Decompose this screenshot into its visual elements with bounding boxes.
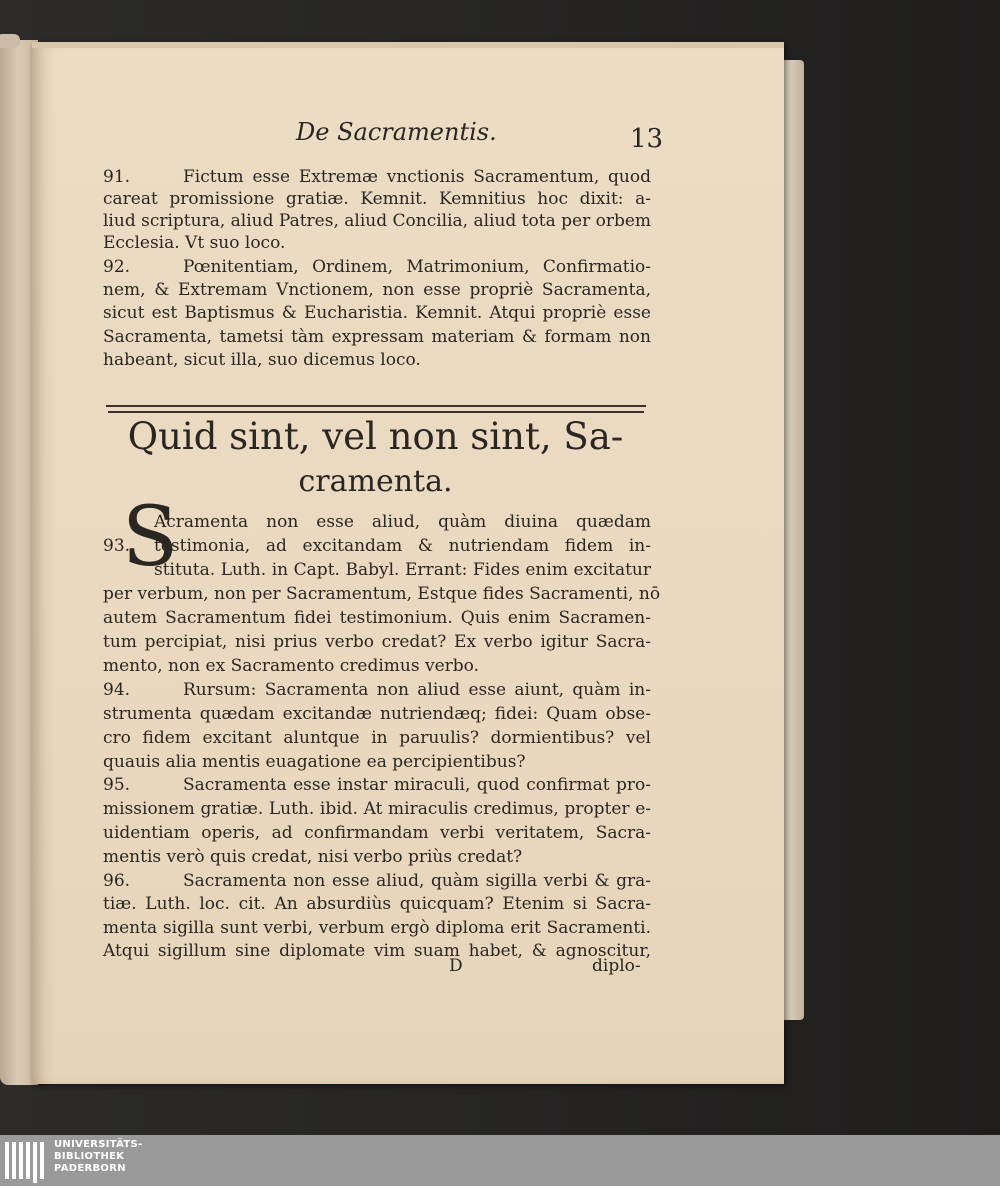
section-title-line-2: cramenta. bbox=[298, 464, 453, 499]
paragraph-number: 92. bbox=[103, 257, 131, 277]
text-line: stituta. Luth. in Capt. Babyl. Errant: Fides enim excitatur bbox=[154, 560, 651, 580]
text-line: nem, & Extremam Vnctionem, non esse propriè Sacramenta, bbox=[103, 280, 651, 300]
section-title-line-1: Quid sint, vel non sint, Sa- bbox=[127, 415, 624, 458]
text-line: Acramenta non esse aliud, quàm diuina quædam bbox=[154, 512, 651, 532]
text-line: strumenta quædam excitandæ nutriendæq; fidei: Quam obse- bbox=[103, 704, 651, 724]
paragraph-number: 93. bbox=[103, 536, 131, 556]
text-line: careat promissione gratiæ. Kemnit. Kemnitius hoc dixit: a- bbox=[103, 189, 651, 209]
text-line: cro fidem excitant aluntque in paruulis? dormientibus? vel bbox=[103, 728, 651, 748]
text-line: Sacramenta non esse aliud, quàm sigilla verbi & gra- bbox=[183, 871, 651, 891]
text-line: Pœnitentiam, Ordinem, Matrimonium, Confirmatio- bbox=[183, 257, 651, 277]
paragraph-number: 95. bbox=[103, 775, 131, 795]
logo-line-2: BIBLIOTHEK bbox=[54, 1151, 125, 1162]
text-line: Fictum esse Extremæ vnctionis Sacramentum, quod bbox=[183, 167, 651, 187]
text-line: Ecclesia. Vt suo loco. bbox=[103, 233, 286, 253]
section-rule-thin bbox=[106, 405, 646, 407]
text-line: habeant, sicut illa, suo dicemus loco. bbox=[103, 350, 421, 370]
text-line: menta sigilla sunt verbi, verbum ergò diploma erit Sacramenti. bbox=[103, 918, 651, 938]
text-line: Rursum: Sacramenta non aliud esse aiunt, quàm in- bbox=[183, 680, 651, 700]
text-line: Sacramenta, tametsi tàm expressam materiam & formam non bbox=[103, 327, 651, 347]
text-line: tum percipiat, nisi prius verbo credat? Ex verbo igitur Sacra- bbox=[103, 632, 651, 652]
library-logo-text bbox=[54, 1139, 143, 1175]
text-line: sicut est Baptismus & Eucharistia. Kemnit. Atqui propriè esse bbox=[103, 303, 651, 323]
drop-cap: S bbox=[122, 490, 179, 585]
text-line: Atqui sigillum sine diplomate vim suam habet, & agnoscitur, bbox=[103, 941, 651, 961]
paragraph-number: 91. bbox=[103, 167, 131, 187]
text-line: quauis alia mentis euagatione ea percipientibus? bbox=[103, 752, 526, 772]
text-line: Sacramenta esse instar miraculi, quod confirmat pro- bbox=[183, 775, 651, 795]
text-line: uidentiam operis, ad confirmandam verbi veritatem, Sacra- bbox=[103, 823, 651, 843]
text-line: per verbum, non per Sacramentum, Estque fides Sacramenti, nō bbox=[103, 584, 661, 604]
text-line: missionem gratiæ. Luth. ibid. At miraculis credimus, propter e- bbox=[103, 799, 651, 819]
catchword: diplo- bbox=[592, 956, 641, 976]
page-number: 13 bbox=[630, 124, 664, 154]
page-top-edge bbox=[32, 42, 784, 48]
text-line: mento, non ex Sacramento credimus verbo. bbox=[103, 656, 479, 676]
paragraph-number: 94. bbox=[103, 680, 131, 700]
text-line: testimonia, ad excitandam & nutriendam fidem in- bbox=[154, 536, 651, 556]
logo-line-1: UNIVERSITÄTS- bbox=[54, 1139, 143, 1150]
paragraph-number: 96. bbox=[103, 871, 131, 891]
signature-mark: D bbox=[449, 956, 463, 976]
running-head: De Sacramentis. bbox=[296, 118, 497, 146]
library-logo-icon bbox=[5, 1138, 45, 1183]
text-line: mentis verò quis credat, nisi verbo priùs credat? bbox=[103, 847, 523, 867]
text-line: autem Sacramentum fidei testimonium. Quis enim Sacramen- bbox=[103, 608, 651, 628]
library-footer-bar bbox=[0, 1135, 1000, 1186]
text-line: liud scriptura, aliud Patres, aliud Concilia, aliud tota per orbem bbox=[103, 211, 652, 231]
binding-corner bbox=[0, 34, 20, 48]
text-line: tiæ. Luth. loc. cit. An absurdiùs quicquam? Etenim si Sacra- bbox=[103, 894, 651, 914]
logo-line-3: PADERBORN bbox=[54, 1163, 126, 1174]
